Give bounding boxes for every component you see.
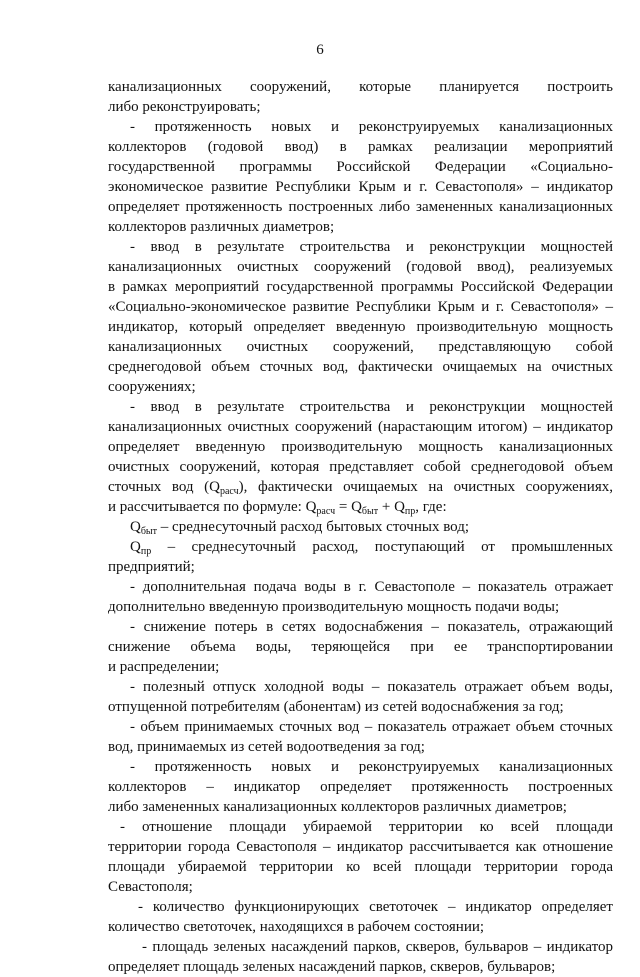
text-line: канализационных очистных сооружений (нарастающим итогом) – индикатор [108, 419, 613, 435]
text-line: канализационных очистных сооружений, представляющую собой [108, 339, 613, 355]
text-line: канализационных сооружений, которые планируется построить [108, 79, 613, 95]
text-line: - количество функционирующих светоточек – индикатор определяет [138, 899, 613, 915]
text-line: - протяженность новых и реконструируемых канализационных [130, 119, 613, 135]
formula-plus: + Q [378, 499, 405, 515]
text-line: - дополнительная подача воды в г. Севастополе – показатель отражает [130, 579, 613, 595]
q-rasch-subscript: расч [219, 486, 239, 497]
text-line: - объем принимаемых сточных вод – показатель отражает объем сточных [130, 719, 613, 735]
document-body [108, 77, 613, 977]
text-line: сооружениях; [108, 379, 196, 395]
text-line: дополнительно введенную производительную мощность подачи воды; [108, 599, 560, 615]
text-line: коллекторов различных диаметров; [108, 219, 335, 235]
text-line: канализационных очистных сооружений (годовой ввод), реализуемых [108, 259, 613, 275]
text-line: очистных сооружений, которая представляет собой среднегодовой объем [108, 459, 613, 475]
formula-sub-byt: быт [361, 506, 379, 517]
formula-intro-line [108, 477, 613, 497]
text-line: коллекторов (годовой ввод) в рамках реализации мероприятий [108, 139, 613, 155]
formula-sub-rasch: расч [316, 506, 336, 517]
text-line: предприятий; [108, 559, 195, 575]
text-line: определяет введенную производительную мощность канализационных [108, 439, 613, 455]
text-line: либо реконструировать; [108, 99, 261, 115]
text-line: и распределении; [108, 659, 220, 675]
text-line: территории города Севастополя – индикатор рассчитывается как отношение [108, 839, 613, 855]
formula-sub-pr: пр [404, 506, 416, 517]
formula-eq: = Q [335, 499, 362, 515]
text-line: - ввод в результате строительства и реконструкции мощностей [130, 239, 613, 255]
q-pr-subscript: пр [140, 546, 152, 557]
formula-line [108, 497, 613, 517]
text-line: государственной программы Российской Федерации «Социально- [108, 159, 613, 175]
text-line: коллекторов – индикатор определяет протяженность построенных [108, 779, 613, 795]
q-pr-symbol: Q [130, 539, 141, 555]
text-line: Севастополя; [108, 879, 193, 895]
q-pr-definition [108, 537, 613, 557]
formula-suffix: , где: [415, 499, 447, 515]
text-line: «Социально-экономическое развитие Республики Крым и г. Севастополя» – [108, 299, 613, 315]
text-line: вод, принимаемых из сетей водоотведения за год; [108, 739, 425, 755]
paragraph-block-1 [108, 77, 613, 477]
q-byt-symbol: Q [130, 519, 141, 535]
q-pr-text: – среднесуточный расход, поступающий от промышленных [151, 539, 613, 555]
formula-intro-prefix: сточных вод (Q [108, 479, 220, 495]
text-line: - снижение потерь в сетях водоснабжения – показатель, отражающий [130, 619, 613, 635]
text-line: - ввод в результате строительства и реконструкции мощностей [130, 399, 613, 415]
text-line: либо замененных канализационных коллекторов различных диаметров; [108, 799, 567, 815]
formula-intro-suffix: ), фактически очищаемых на очистных сооружениях, [238, 479, 613, 495]
text-line: количество светоточек, находящихся в рабочем состоянии; [108, 919, 485, 935]
text-line: снижение объема воды, теряющейся при ее транспортировании [108, 639, 613, 655]
q-byt-definition [108, 517, 613, 537]
formula-prefix: и рассчитывается по формуле: Q [108, 499, 317, 515]
text-line: площади убираемой территории ко всей площади территории города [108, 859, 613, 875]
page-number: 6 [316, 42, 324, 58]
text-line: - площадь зеленых насаждений парков, скверов, бульваров – индикатор [142, 939, 613, 955]
text-line: - полезный отпуск холодной воды – показатель отражает объем воды, [130, 679, 613, 695]
text-line: экономическое развитие Республики Крым и г. Севастополя» – индикатор [108, 179, 613, 195]
q-byt-text: – среднесуточный расход бытовых сточных вод; [157, 519, 470, 535]
paragraph-block-2 [108, 557, 613, 977]
text-line: в рамках мероприятий государственной программы Российской Федерации [108, 279, 613, 295]
q-byt-subscript: быт [140, 526, 158, 537]
text-line: определяет площадь зеленых насаждений парков, скверов, бульваров; [108, 959, 556, 975]
text-line: определяет протяженность построенных либо замененных канализационных [108, 199, 613, 215]
text-line: среднегодовой объем сточных вод, фактически очищаемых на очистных [108, 359, 613, 375]
text-line: - протяженность новых и реконструируемых канализационных [130, 759, 613, 775]
text-line: - отношение площади убираемой территории ко всей площади [120, 819, 613, 835]
text-line: индикатор, который определяет введенную производительную мощность [108, 319, 613, 335]
text-line: отпущенной потребителям (абонентам) из сетей водоснабжения за год; [108, 699, 564, 715]
